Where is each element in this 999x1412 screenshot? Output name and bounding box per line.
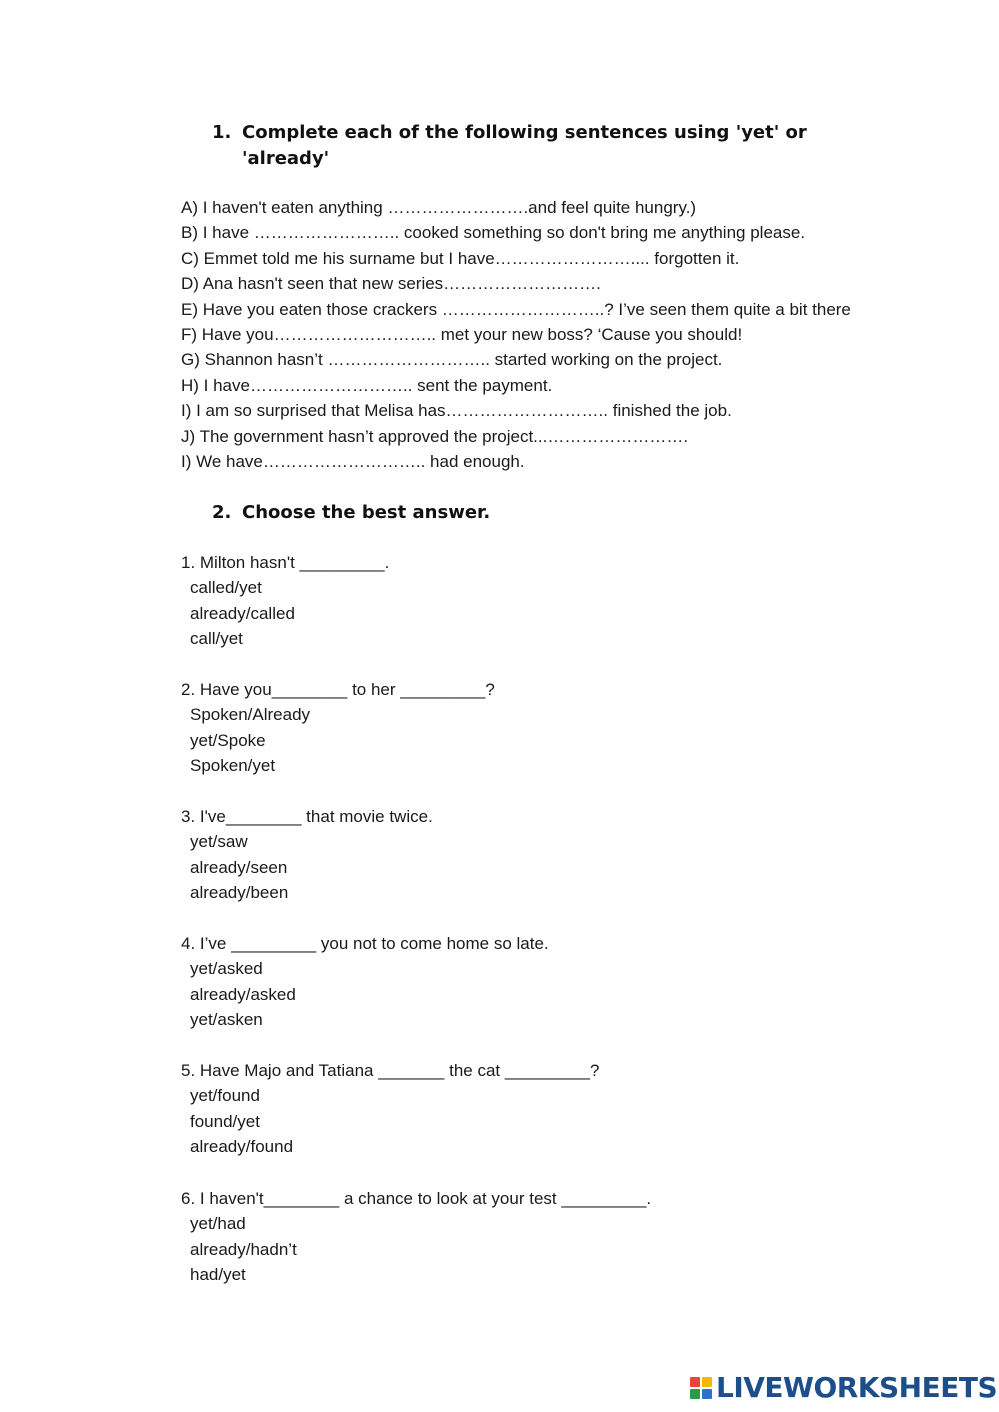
- sentence-h: H) I have……………………….. sent the payment.: [181, 375, 553, 395]
- answer-option[interactable]: call/yet: [190, 629, 243, 649]
- section2-heading: [212, 500, 832, 526]
- answer-option[interactable]: Spoken/yet: [190, 756, 276, 776]
- question-stem: 6. I haven't________ a chance to look at your test _________.: [181, 1189, 652, 1208]
- logo-square-blue: [702, 1389, 712, 1399]
- answer-option[interactable]: already/found: [190, 1137, 294, 1157]
- answer-option[interactable]: found/yet: [190, 1111, 260, 1131]
- question-2: [181, 677, 495, 779]
- answer-option[interactable]: yet/asken: [190, 1010, 263, 1030]
- question-stem: 2. Have you________ to her _________?: [181, 680, 495, 699]
- sentence-f: F) Have you……………………….. met your new boss? ‘Cause you should!: [181, 325, 743, 345]
- sentence-b: B) I have …………………….. cooked something so don't bring me anything please.: [181, 223, 806, 243]
- question-stem: 4. I’ve _________ you not to come home so late.: [181, 934, 549, 953]
- question-6: [181, 1186, 651, 1288]
- question-1: [181, 550, 389, 652]
- answer-option[interactable]: yet/asked: [190, 959, 263, 979]
- question-stem: 1. Milton hasn't _________.: [181, 553, 390, 572]
- question-stem: 5. Have Majo and Tatiana _______ the cat _________?: [181, 1061, 600, 1080]
- section1-title: Complete each of the following sentences using 'yet' or 'already': [242, 122, 807, 169]
- answer-option[interactable]: yet/found: [190, 1086, 260, 1106]
- question-4: [181, 931, 549, 1033]
- section2-title: Choose the best answer.: [242, 502, 491, 523]
- answer-option[interactable]: already/hadn’t: [190, 1239, 297, 1259]
- section1-number: 1.: [212, 122, 232, 143]
- sentence-e: E) Have you eaten those crackers ………………………..? I’ve seen them quite a bit there: [181, 299, 851, 319]
- logo-square-green: [690, 1389, 700, 1399]
- question-stem: 3. I've________ that movie twice.: [181, 807, 433, 826]
- sentence-g: G) Shannon hasn’t ……………………….. started working on the project.: [181, 350, 723, 370]
- answer-option[interactable]: yet/Spoke: [190, 730, 266, 750]
- section2-number: 2.: [212, 502, 232, 523]
- liveworksheets-logo: [690, 1372, 997, 1404]
- section1-heading: [212, 120, 832, 172]
- answer-option[interactable]: already/seen: [190, 857, 288, 877]
- logo-text: LIVEWORKSHEETS: [716, 1371, 998, 1404]
- answer-option[interactable]: already/been: [190, 883, 289, 903]
- logo-square-red: [690, 1377, 700, 1387]
- sentence-d: D) Ana hasn't seen that new series……………………….: [181, 274, 601, 294]
- sentence-a: A) I haven't eaten anything …………………….and feel quite hungry.): [181, 198, 697, 217]
- answer-option[interactable]: called/yet: [190, 578, 262, 598]
- answer-option[interactable]: yet/saw: [190, 832, 248, 852]
- answer-option[interactable]: already/called: [190, 603, 295, 623]
- answer-option[interactable]: already/asked: [190, 984, 296, 1004]
- logo-square-yellow: [702, 1377, 712, 1387]
- sentence-k: I) We have……………………….. had enough.: [181, 452, 525, 472]
- question-5: [181, 1058, 599, 1160]
- answer-option[interactable]: Spoken/Already: [190, 705, 311, 725]
- sentence-i: I) I am so surprised that Melisa has……………………….. finished the job.: [181, 401, 732, 421]
- liveworksheets-logo-icon: [690, 1377, 712, 1399]
- answer-option[interactable]: yet/had: [190, 1214, 246, 1234]
- section1-sentence-list: [181, 195, 851, 474]
- sentence-j: J) The government hasn’t approved the project...…………………….: [181, 426, 689, 446]
- answer-option[interactable]: had/yet: [190, 1265, 246, 1285]
- sentence-c: C) Emmet told me his surname but I have…………………….... forgotten it.: [181, 248, 740, 268]
- question-3: [181, 804, 433, 906]
